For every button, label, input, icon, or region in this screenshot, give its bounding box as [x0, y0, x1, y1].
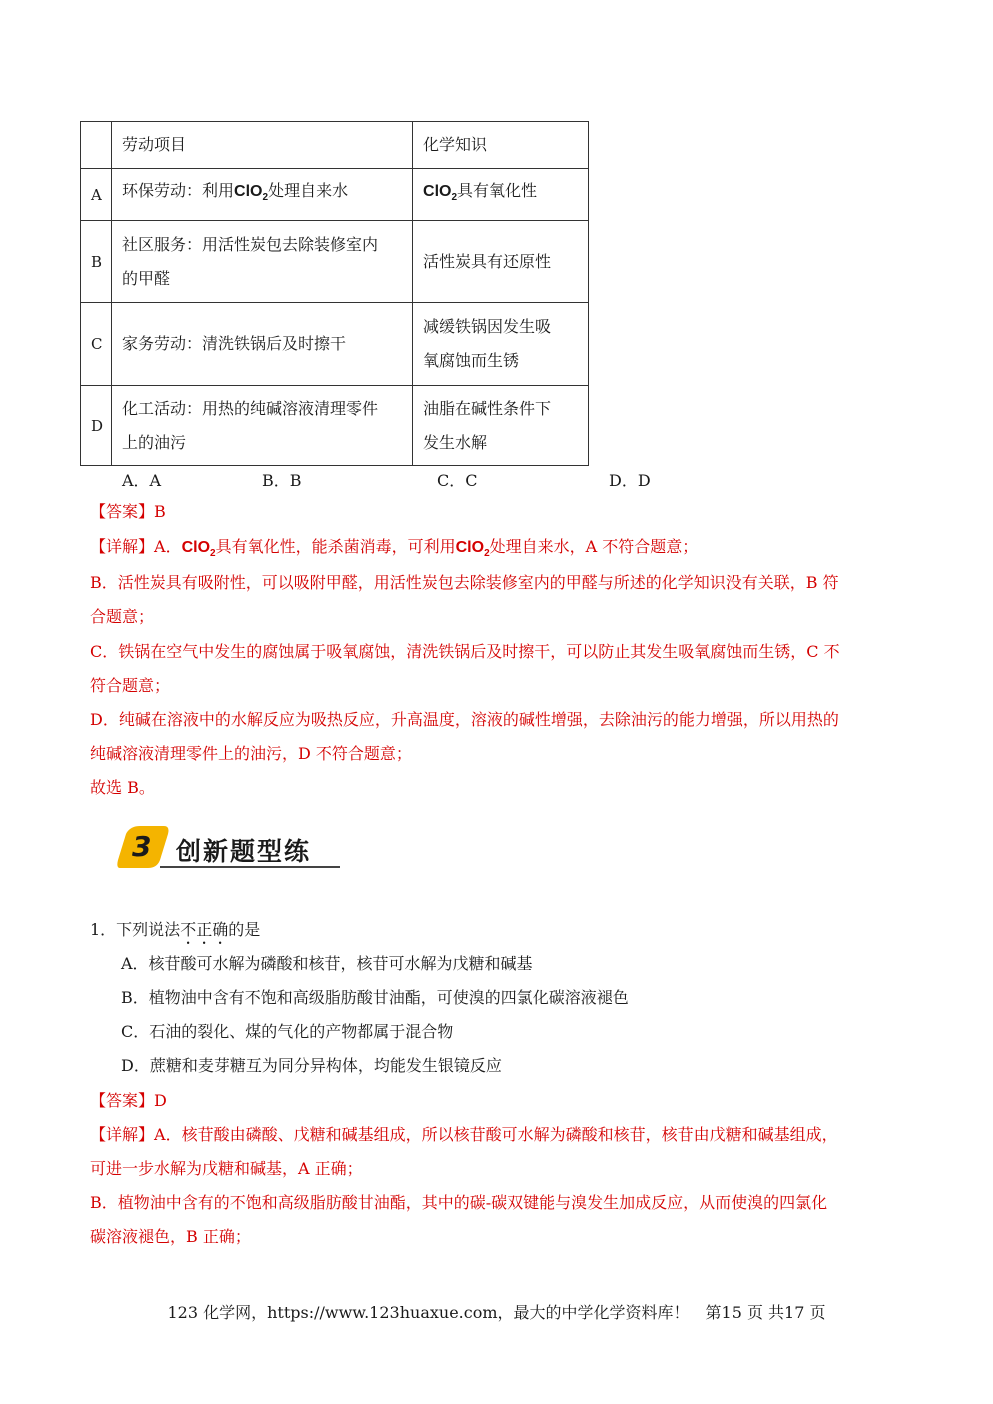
row-key: A	[81, 169, 112, 221]
section-header	[112, 822, 342, 872]
q1-detail-b-line1: B．植物油中含有的不饱和高级脂肪酸甘油酯，其中的碳-碳双键能与溴发生加成反应，从而使溴的四氯化	[90, 1193, 828, 1212]
row-knowledge: 减缓铁锅因发生吸 氧腐蚀而生锈	[413, 303, 589, 386]
q1-option-a: A．核苷酸可水解为磷酸和核苷，核苷可水解为戊糖和碱基	[121, 954, 533, 973]
row-key: D	[81, 386, 112, 466]
prev-answer: 【答案】B	[90, 502, 166, 521]
section-title: 创新题型练	[176, 837, 312, 866]
row-key: B	[81, 221, 112, 303]
table-row	[81, 386, 589, 466]
q1-option-b: B．植物油中含有不饱和高级脂肪酸甘油酯，可使溴的四氯化碳溶液褪色	[121, 988, 629, 1007]
prev-detail-b-line2: 合题意；	[90, 607, 155, 626]
option-c: C．C	[437, 471, 478, 490]
row-key: C	[81, 303, 112, 386]
prev-detail-c-line2: 符合题意；	[90, 676, 171, 695]
q1-stem: 1．下列说法不正确的是	[90, 920, 261, 939]
row-item: 社区服务：用活性炭包去除装修室内 的甲醛	[112, 221, 413, 303]
q1-detail-a-line1: 【详解】A．核苷酸由磷酸、戊糖和碱基组成，所以核苷酸可水解为磷酸和核苷，核苷由戊糖和碱基组成，	[90, 1125, 838, 1144]
q1-option-d: D．蔗糖和麦芽糖互为同分异构体，均能发生银镜反应	[121, 1056, 502, 1075]
row-knowledge: 油脂在碱性条件下 发生水解	[413, 386, 589, 466]
page-footer: 123 化学网，https://www.123huaxue.com，最大的中学化学资料库！ 第15 页 共17 页	[167, 1303, 826, 1322]
option-b: B．B	[262, 471, 302, 490]
prev-options	[0, 468, 993, 490]
table-row	[81, 169, 589, 221]
question-table	[80, 121, 589, 466]
table-header-item: 劳动项目	[112, 122, 413, 169]
q1-detail-b-line2: 碳溶液褪色，B 正确；	[90, 1227, 251, 1246]
prev-conclusion: 故选 B。	[90, 778, 155, 797]
section-underline	[160, 866, 340, 868]
prev-detail-c-line1: C．铁锅在空气中发生的腐蚀属于吸氧腐蚀，清洗铁锅后及时擦干，可以防止其发生吸氧腐蚀而生锈，C 不	[90, 642, 840, 661]
row-item: 家务劳动：清洗铁锅后及时擦干	[112, 303, 413, 386]
prev-detail-d-line1: D．纯碱在溶液中的水解反应为吸热反应，升高温度，溶液的碱性增强，去除油污的能力增强，所以用热的	[90, 710, 839, 729]
row-item: 化工活动：用热的纯碱溶液清理零件 上的油污	[112, 386, 413, 466]
option-a: A．A	[122, 471, 162, 490]
table-row	[81, 303, 589, 386]
table-header-knowledge: 化学知识	[413, 122, 589, 169]
row-knowledge: ClO$_2$具有氧化性	[413, 169, 589, 221]
table-header-key	[81, 122, 112, 169]
q1-answer: 【答案】D	[90, 1091, 167, 1110]
prev-detail-a: 【详解】A．ClO$_2$具有氧化性，能杀菌消毒，可利用ClO$_2$处理自来水，A 不符合题意；	[90, 537, 699, 560]
option-d: D．D	[609, 471, 651, 490]
q1-detail-a-line2: 可进一步水解为戊糖和碱基，A 正确；	[90, 1159, 363, 1178]
row-knowledge: 活性炭具有还原性	[413, 221, 589, 303]
q1-option-c: C．石油的裂化、煤的气化的产物都属于混合物	[121, 1022, 454, 1041]
row-item: 环保劳动：利用ClO$_2$处理自来水	[112, 169, 413, 221]
table-row	[81, 221, 589, 303]
prev-detail-b-line1: B．活性炭具有吸附性，可以吸附甲醛，用活性炭包去除装修室内的甲醛与所述的化学知识没有关联，B 符	[90, 573, 839, 592]
section-number: 3	[132, 830, 152, 863]
prev-detail-d-line2: 纯碱溶液清理零件上的油污，D 不符合题意；	[90, 744, 412, 763]
